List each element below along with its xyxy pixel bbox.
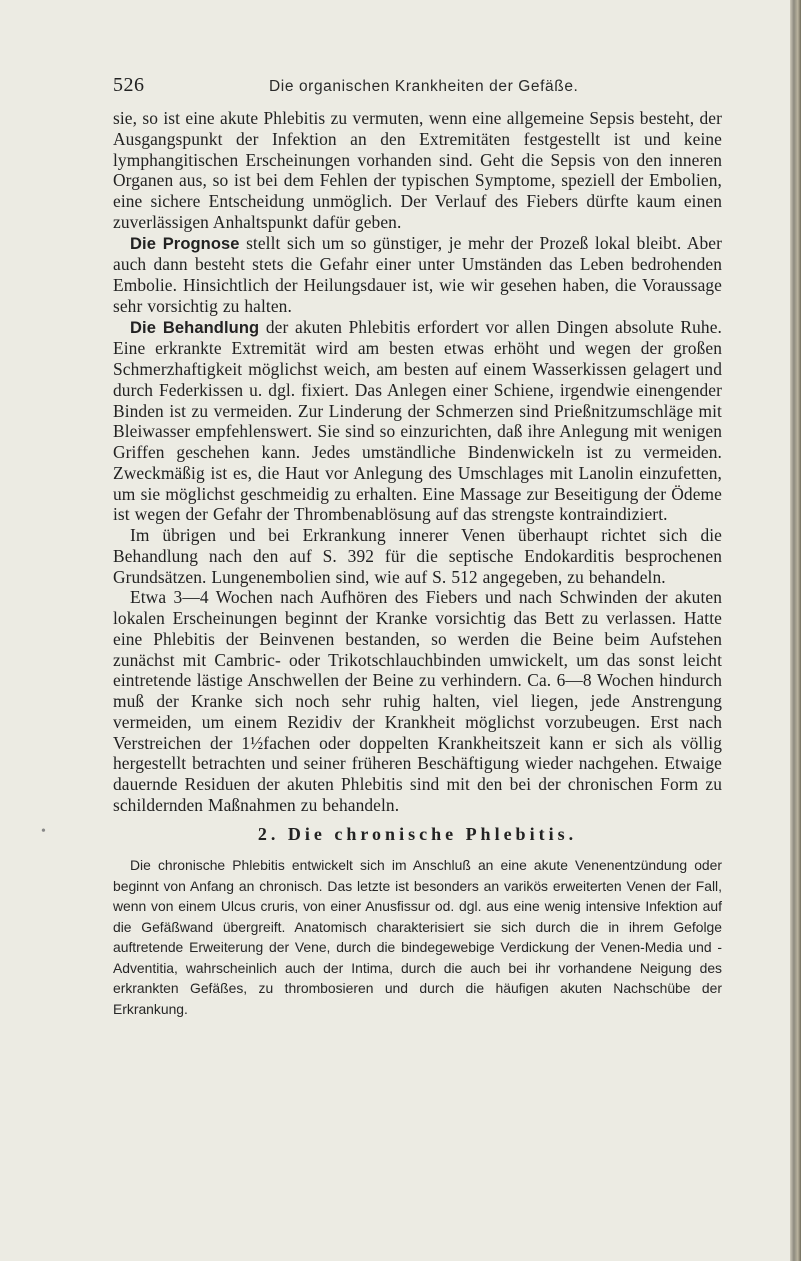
run-in-heading-treatment: Die Behandlung [130,318,260,337]
main-text [113,108,722,816]
paragraph-internal-veins: Im übrigen und bei Erkrankung innerer Venen überhaupt richtet sich die Behandlung nach den auf S. 392 für die septische Endokarditis besprochenen Grundsätzen. Lungenembolien sind, wie auf S. 512 angegeben, zu behandeln. [113,525,722,587]
paragraph-prognosis [113,233,722,317]
section-title: 2. Die chronische Phlebitis. [257,824,578,844]
paragraph-treatment [113,317,722,526]
paragraph-recovery: Etwa 3—4 Wochen nach Aufhören des Fiebers und nach Schwinden der akuten lokalen Erscheinungen beginnt der Kranke vorsichtig das Bett zu verlassen. Hatte eine Phlebitis der Beinvenen bestanden, so werden die Beine beim Aufstehen zunächst mit Cambric- oder Trikotschlauchbinden umwickelt, um das sonst leicht eintretende lästige Anschwellen der Beine zu verhindern. Ca. 6—8 Wochen hindurch muß der Kranke sich noch sehr ruhig halten, viel liegen, jede Anstrengung vermeiden, um einem Rezidiv der Krankheit möglichst vorzubeugen. Erst nach Verstreichen der 1½fachen oder doppelten Krankheitszeit kann er sich als völlig hergestellt betrachten und seiner früheren Beschäftigung wieder nachgehen. Etwaige dauernde Residuen der akuten Phlebitis sind mit den bei der chronischen Form zu schildernden Maßnahmen zu behandeln. [113,587,722,815]
running-head: Die organischen Krankheiten der Gefäße. [269,78,579,95]
paragraph-chronic-phlebitis: Die chronische Phlebitis entwickelt sich im Anschluß an eine akute Venenentzündung oder beginnt von Anfang an chronisch. Das letzte ist besonders an varikös erweiterten Venen der Fall, wenn von einem Ulcus cruris, von einer Anusfissur od. dgl. aus eine wenig intensive Infektion auf die Gefäßwand übergreift. Anatomisch charakterisiert sie sich durch die in ihrem Gefolge auftretende Erweiterung der Vene, durch die bindegewebige Verdickung der Venen-Media und -Adventitia, wahrscheinlich auch der Intima, durch die auch bei ihr vorhandene Neigung des erkrankten Gefäßes, zu thrombosieren und durch die häufigen akuten Nachschübe der Erkrankung. [113,857,722,1017]
page-header [0,70,790,100]
paragraph-prognosis-text: stellt sich um so günstiger, je mehr der Prozeß lokal bleibt. Aber auch dann besteht stets die Gefahr einer unter Umständen das Leben bedrohenden Embolie. Hinsichtlich der Heilungsdauer ist, wie wir gesehen haben, die Voraussage sehr vorsichtig zu halten. [113,232,722,316]
paragraph-diagnosis-end: sie, so ist eine akute Phlebitis zu vermuten, wenn eine allgemeine Sepsis besteht, der Ausgangspunkt der Infektion an den Extremitäten festgestellt ist und keine lymphangitischen Erscheinungen vorhanden sind. Geht die Sepsis von den inneren Organen aus, so ist bei dem Fehlen der typischen Symptome, speziell der Embolien, eine sichere Entscheidung unmöglich. Der Verlauf des Fiebers dürfte kaum einen zuverlässigen Anhaltspunkt dafür geben. [113,108,722,232]
margin-mark: • [41,824,46,839]
run-in-heading-prognosis: Die Prognose [130,234,240,253]
small-print-text [113,855,722,1019]
page-number: 526 [113,74,145,96]
paragraph-treatment-text: der akuten Phlebitis erfordert vor allen Dingen absolute Ruhe. Eine erkrankte Extremität wird am besten etwas erhöht und wegen der großen Schmerzhaftigkeit möglichst weich, am besten auf einem Wasserkissen gelagert und durch Federkissen u. dgl. fixiert. Das Anlegen einer Schiene, irgendwie einengender Binden ist zu vermeiden. Zur Linderung der Schmerzen sind Prießnitzumschläge mit Bleiwasser empfehlenswert. Sie sind so einzurichten, daß ihre Anlegung mit wenigen Griffen geschehen kann. Jedes umständliche Bindenwickeln ist zu vermeiden. Zweckmäßig ist es, die Haut vor Anlegung des Umschlages mit Lanolin einzufetten, um sie möglichst geschmeidig zu erhalten. Eine Massage zur Beseitigung der Ödeme ist wegen der Gefahr der Thrombenablösung auf das strengste kontraindiziert. [113,316,722,525]
page-edge [790,0,801,1261]
